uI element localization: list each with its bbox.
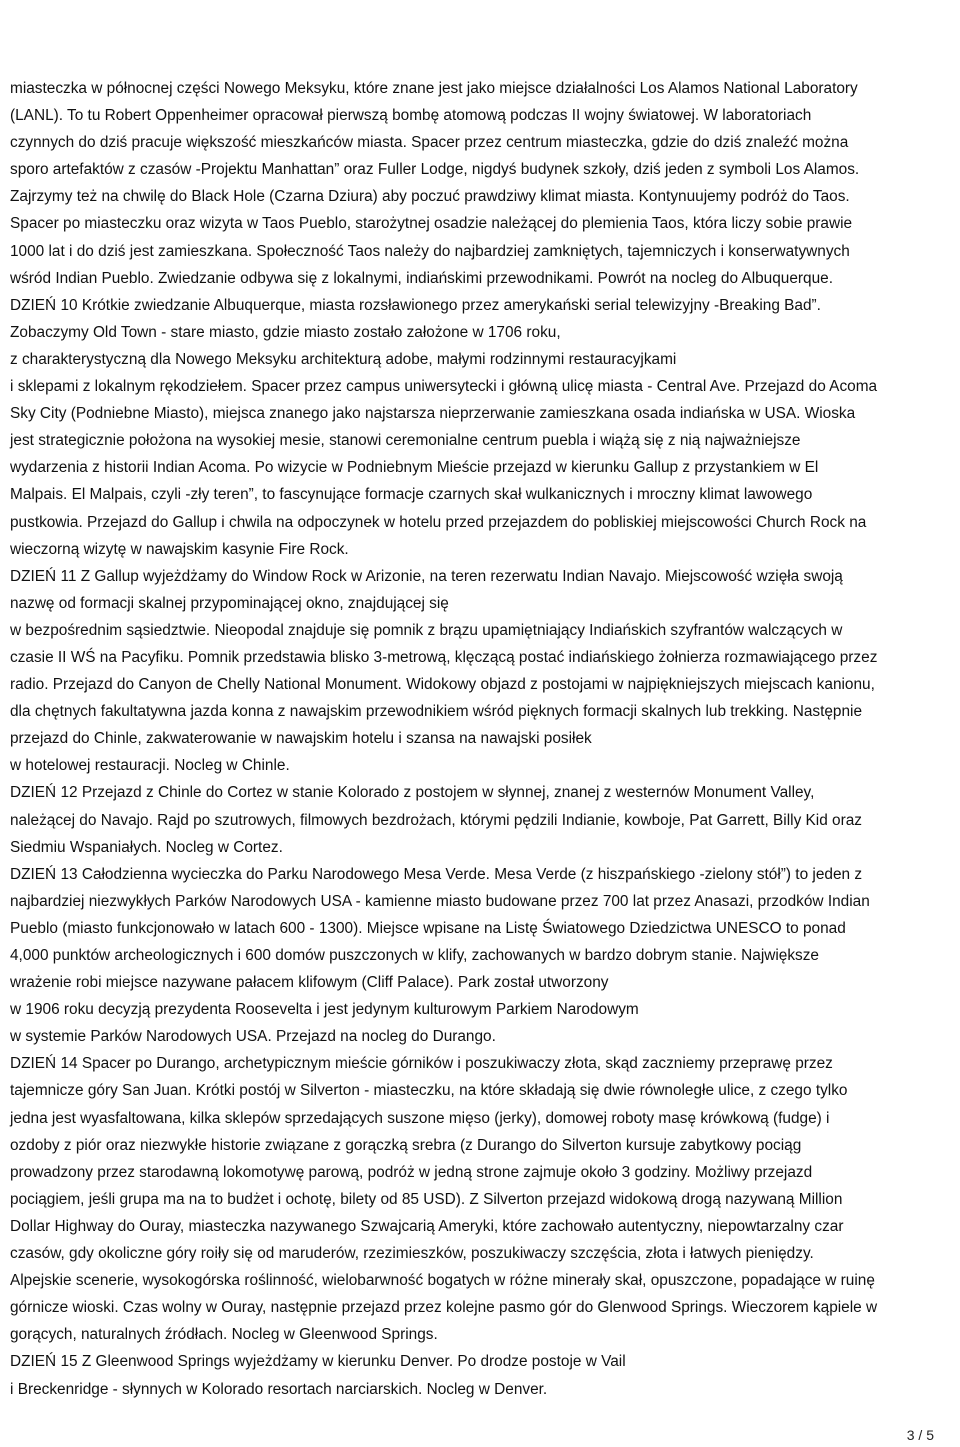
text-line: sporo artefaktów z czasów -Projektu Manhattan” oraz Fuller Lodge, nigdyś budynek szkoły, dziś jeden z symboli Los Alamos. <box>10 161 860 179</box>
text-line: ozdoby z piór oraz niezwykłe historie związane z gorączką srebra (z Durango do Silverton kursuje zabytkowy pociąg <box>10 1136 802 1154</box>
text-line: Zobaczymy Old Town - stare miasto, gdzie miasto zostało założone w 1706 roku, <box>10 323 561 341</box>
text-line: jedna jest wyasfaltowana, kilka sklepów sprzedających suszone mięso (jerky), domowej roboty masę krówkową (fudge) i <box>10 1109 830 1127</box>
text-line: wśród Indian Pueblo. Zwiedzanie odbywa się z lokalnymi, indiańskimi przewodnikami. Powrót na nocleg do Albuquerque. <box>10 269 833 287</box>
text-line: pustkowia. Przejazd do Gallup i chwila na odpoczynek w hotelu przed przejazdem do pobliskiej miejscowości Church Rock na <box>10 513 867 531</box>
text-line: nazwę od formacji skalnej przypominającej okno, znajdującej się <box>10 594 449 612</box>
text-line: w bezpośrednim sąsiedztwie. Nieopodal znajduje się pomnik z brązu upamiętniający Indiańskich szyfrantów walczących w <box>10 621 843 639</box>
text-line: tajemnicze góry San Juan. Krótki postój w Silverton - miasteczku, na które składają się dwie równoległe ulice, z czego tylko <box>10 1082 848 1100</box>
text-line: górnicze wioski. Czas wolny w Ouray, następnie przejazd przez kolejne pasmo gór do Glenwood Springs. Wieczorem kąpiele w <box>10 1299 878 1317</box>
text-line: w 1906 roku decyzją prezydenta Roosevelta i jest jedynym kulturowym Parkiem Narodowym <box>10 1001 639 1019</box>
text-line: prowadzony przez starodawną lokomotywę parową, podróż w jedną strone zajmuje około 3 godziny. Możliwy przejazd <box>10 1163 813 1181</box>
text-line: DZIEŃ 13 Całodzienna wycieczka do Parku Narodowego Mesa Verde. Mesa Verde (z hiszpańskiego -zielony stół”) to jeden z <box>10 865 863 883</box>
text-line: radio. Przejazd do Canyon de Chelly National Monument. Widokowy objazd z postojami w najpiękniejszych miejscach kanionu, <box>10 676 875 694</box>
text-line: wrażenie robi miejsce nazywane pałacem klifowym (Cliff Palace). Park został utworzony <box>10 974 609 992</box>
text-line: czasie II WŚ na Pacyfiku. Pomnik przedstawia blisko 3-metrową, klęczącą postać indiańskiego żołnierza rozmawiającego przez <box>10 648 878 666</box>
text-line: DZIEŃ 14 Spacer po Durango, archetypicznym mieście górników i poszukiwaczy złota, skąd zaczniemy przeprawę przez <box>10 1055 833 1073</box>
text-line: wieczorną wizytę w nawajskim kasynie Fire Rock. <box>10 540 349 558</box>
page-number: 3 / 5 <box>906 1427 934 1443</box>
text-line: jest strategicznie położona na wysokiej mesie, stanowi ceremonialne centrum puebla i wiążą się z nią najważniejsze <box>10 432 801 450</box>
text-line: Siedmiu Wspaniałych. Nocleg w Cortez. <box>10 838 283 856</box>
text-line: pociągiem, jeśli grupa ma na to budżet i ochotę, bilety od 85 USD). Z Silverton przejazd widokową drogą nazywaną Million <box>10 1190 843 1208</box>
text-line: najbardziej niezwykłych Parków Narodowych USA - kamienne miasto budowane przez 700 lat przez Anasazi, przodków Indian <box>10 892 870 910</box>
text-line: gorących, naturalnych źródłach. Nocleg w Gleenwood Springs. <box>10 1326 438 1344</box>
text-line: w hotelowej restauracji. Nocleg w Chinle. <box>10 757 290 775</box>
text-line: i sklepami z lokalnym rękodziełem. Spacer przez campus uniwersytecki i główną ulicę miasta - Central Ave. Przejazd do Acoma <box>10 378 878 396</box>
text-line: Pueblo (miasto funkcjonowało w latach 600 - 1300). Miejsce wpisane na Listę Światowego Dziedzictwa UNESCO to ponad <box>10 919 846 937</box>
body-text <box>10 75 955 1403</box>
text-line: i Breckenridge - słynnych w Kolorado resortach narciarskich. Nocleg w Denver. <box>10 1380 548 1398</box>
text-line: (LANL). To tu Robert Oppenheimer opracował pierwszą bombę atomową podczas II wojny światowej. W laboratoriach <box>10 107 812 125</box>
text-line: Zajrzymy też na chwilę do Black Hole (Czarna Dziura) aby poczuć prawdziwy klimat miasta. Kontynuujemy podróż do Taos. <box>10 188 850 206</box>
text-line: należącej do Navajo. Rajd po szutrowych, filmowych bezdrożach, którymi pędzili Indianie, kowboje, Pat Garrett, Billy Kid oraz <box>10 811 863 829</box>
text-line: czasów, gdy okoliczne góry roiły się od maruderów, rzezimieszków, poszukiwaczy szczęścia, złota i łatwych pieniędzy. <box>10 1245 814 1263</box>
text-line: wydarzenia z historii Indian Acoma. Po wizycie w Podniebnym Mieście przejazd w kierunku Gallup z przystankiem w El <box>10 459 819 477</box>
text-line: Sky City (Podniebne Miasto), miejsca znanego jako najstarsza nieprzerwanie zamieszkana osada indiańska w USA. Wioska <box>10 405 856 423</box>
text-line: DZIEŃ 12 Przejazd z Chinle do Cortez w stanie Kolorado z postojem w słynnej, znanej z westernów Monument Valley, <box>10 784 815 802</box>
text-line: przejazd do Chinle, zakwaterowanie w nawajskim hotelu i szansa na nawajski posiłek <box>10 730 592 748</box>
text-line: DZIEŃ 15 Z Gleenwood Springs wyjeżdżamy w kierunku Denver. Po drodze postoje w Vail <box>10 1353 626 1371</box>
text-line: z charakterystyczną dla Nowego Meksyku architekturą adobe, małymi rodzinnymi restauracyjkami <box>10 350 677 368</box>
text-line: Malpais. El Malpais, czyli -zły teren”, to fascynujące formacje czarnych skał wulkanicznych i mroczny klimat lawowego <box>10 486 813 504</box>
text-line: miasteczka w północnej części Nowego Meksyku, które znane jest jako miejsce działalności Los Alamos National Laboratory <box>10 80 858 97</box>
text-line: dla chętnych fakultatywna jazda konna z nawajskim przewodnikiem wśród pięknych formacji skalnych lub trekking. Następnie <box>10 703 863 721</box>
text-line: DZIEŃ 10 Krótkie zwiedzanie Albuquerque, miasta rozsławionego przez amerykański serial telewizyjny -Breaking Bad”. <box>10 296 821 314</box>
text-line: czynnych do dziś pracuje większość mieszkańców miasta. Spacer przez centrum miasteczka, gdzie do dziś znaleźć można <box>10 134 849 152</box>
text-line: w systemie Parków Narodowych USA. Przejazd na nocleg do Durango. <box>10 1028 496 1046</box>
text-line: Alpejskie scenerie, wysokogórska roślinność, wielobarwność bogatych w różne minerały skał, opuszczone, popadające w ruinę <box>10 1272 875 1290</box>
text-line: DZIEŃ 11 Z Gallup wyjeżdżamy do Window Rock w Arizonie, na teren rezerwatu Indian Navajo. Miejscowość wzięła swoją <box>10 567 843 585</box>
text-line: Dollar Highway do Ouray, miasteczka nazywanego Szwajcarią Ameryki, które zachowało autentyczny, niepowtarzalny czar <box>10 1217 844 1235</box>
text-line: 1000 lat i do dziś jest zamieszkana. Społeczność Taos należy do najbardziej zamkniętych, tajemniczych i konserwatywnych <box>10 242 850 260</box>
text-line: 4,000 punktów archeologicznych i 600 domów puszczonych w klify, zachowanych w bardzo dobrym stanie. Największe <box>10 947 819 964</box>
text-line: Spacer po miasteczku oraz wizyta w Taos Pueblo, starożytnej osadzie należącej do plemienia Taos, która liczy sobie prawie <box>10 215 853 233</box>
